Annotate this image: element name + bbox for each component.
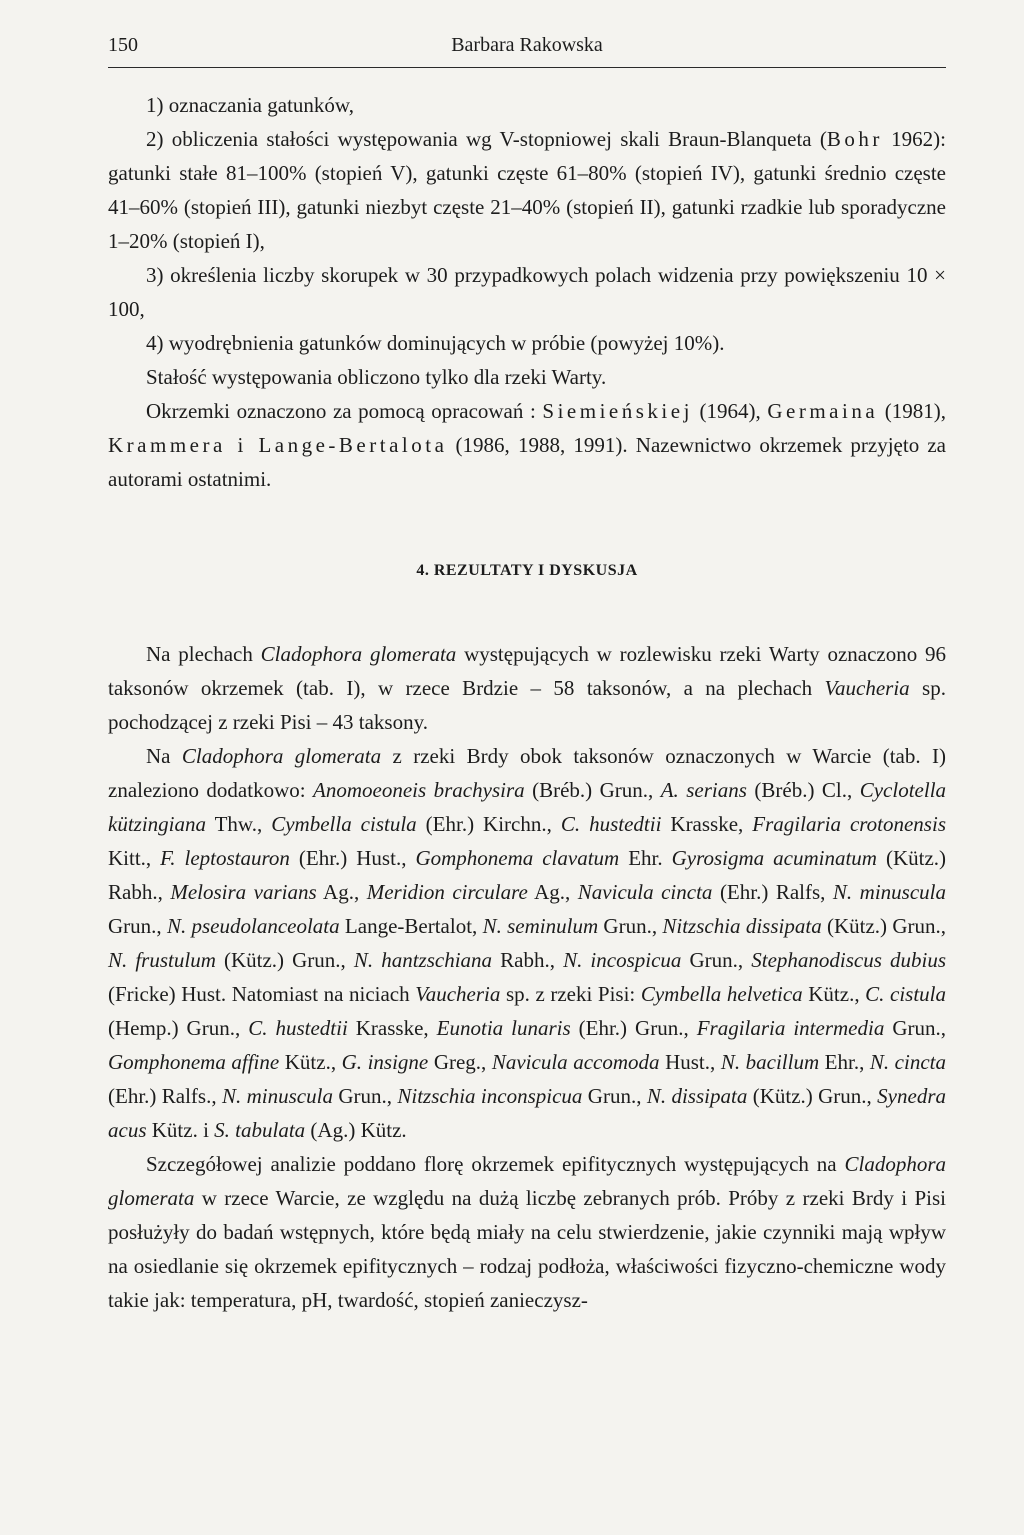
- paragraph: Na plechach Cladophora glomerata występujących w rozlewisku rzeki Warty oznaczono 96 taksonów okrzemek (tab. I), w rzece Brdzie – 58 taksonów, a na plechach Vaucheria sp. pochodzącej z rzeki Pisi – 43 taksony.: [108, 642, 947, 734]
- taxon-name: N. dissipata: [646, 1084, 748, 1108]
- author-name-spaced: Germaina: [767, 399, 879, 423]
- taxon-name: N. hantzschiana: [353, 948, 493, 972]
- paragraph: 2) obliczenia stałości występowania wg V-stopniowej skali Braun-Blanqueta (Bohr 1962): gatunki stałe 81–100% (stopień V), gatunki częste 61–80% (stopień IV), gatunki średnio częste 41–60% (stopień III), gatunki niezbyt częste 21–40% (stopień II), gatunki rzadkie lub sporadyczne 1–20% (stopień I),: [108, 127, 946, 253]
- taxon-name: C. hustedtii: [560, 812, 662, 836]
- taxon-name: Cymbella cistula: [271, 812, 417, 836]
- taxon-name: Fragilaria intermedia: [696, 1016, 885, 1040]
- running-head-author: Barbara Rakowska: [451, 34, 603, 56]
- methods-text: [108, 88, 946, 496]
- taxon-name: Navicula cincta: [577, 880, 713, 904]
- taxon-name: F. leptostauron: [160, 846, 290, 870]
- taxon-name: G. insigne: [341, 1050, 429, 1074]
- taxon-name: Vaucheria: [824, 676, 910, 700]
- taxon-name: Cladophora glomerata: [260, 642, 457, 666]
- taxon-name: Meridion circulare: [366, 880, 528, 904]
- taxon-name: Nitzschia dissipata: [662, 914, 822, 938]
- taxon-name: N. cincta: [869, 1050, 946, 1074]
- taxon-name: Synedra acus: [108, 1084, 946, 1142]
- taxon-name: Cladophora glomerata: [181, 744, 382, 768]
- taxon-name: Cladophora glomerata: [108, 1152, 946, 1210]
- author-name-spaced: Bohr: [826, 127, 883, 151]
- taxon-name: A. serians: [660, 778, 747, 802]
- taxon-name: Vaucheria: [415, 982, 501, 1006]
- taxon-name: N. incospicua: [563, 948, 682, 972]
- taxon-name: N. minuscula: [221, 1084, 333, 1108]
- taxon-name: N. minuscula: [832, 880, 947, 904]
- taxon-name: Cyclotella kützingiana: [108, 778, 947, 836]
- taxon-name: C. hustedtii: [248, 1016, 348, 1040]
- paragraph: Na Cladophora glomerata z rzeki Brdy obok taksonów oznaczonych w Warcie (tab. I) znaleziono dodatkowo: Anomoeoneis brachysira (Bréb.) Grun., A. serians (Bréb.) Cl., Cyclotella kützingiana Thw., Cymbella cistula (Ehr.) Kirchn., C. hustedtii Krasske, Fragilaria crotonensis Kitt., F. leptostauron (Ehr.) Hust., Gomphonema clavatum Ehr. Gyrosigma acuminatum (Kütz.) Rabh., Melosira varians Ag., Meridion circulare Ag., Navicula cincta (Ehr.) Ralfs, N. minuscula Grun., N. pseudolanceolata Lange-Bertalot, N. seminulum Grun., Nitzschia dissipata (Kütz.) Grun., N. frustulum (Kütz.) Grun., N. hantzschiana Rabh., N. incospicua Grun., Stephanodiscus dubius (Fricke) Hust. Natomiast na niciach Vaucheria sp. z rzeki Pisi: Cymbella helvetica Kütz., C. cistula (Hemp.) Grun., C. hustedtii Krasske, Eunotia lunaris (Ehr.) Grun., Fragilaria intermedia Grun., Gomphonema affine Kütz., G. insigne Greg., Navicula accomoda Hust., N. bacillum Ehr., N. cincta (Ehr.) Ralfs., N. minuscula Grun., Nitzschia inconspicua Grun., N. dissipata (Kütz.) Grun., Synedra acus Kütz. i S. tabulata (Ag.) Kütz.: [108, 744, 947, 1142]
- paragraph: Szczegółowej analizie poddano florę okrzemek epifitycznych występujących na Cladophora glomerata w rzece Warcie, ze względu na dużą liczbę zebranych prób. Próby z rzeki Brdy i Pisi posłużyły do badań wstępnych, które będą miały na celu stwierdzenie, jakie czynniki mają wpływ na osiedlanie się okrzemek epifitycznych – rodzaj podłoża, właściwości fizyczno-chemiczne wody takie jak: temperatura, pH, twardość, stopień zanieczysz-: [108, 1152, 946, 1312]
- taxon-name: Gomphonema clavatum: [415, 846, 620, 870]
- taxon-name: Nitzschia inconspicua: [397, 1084, 583, 1108]
- taxon-name: N. seminulum: [482, 914, 599, 938]
- taxon-name: Fragilaria crotonensis: [752, 812, 946, 836]
- taxon-name: Navicula accomoda: [491, 1050, 660, 1074]
- paragraph: Okrzemki oznaczono za pomocą opracowań : Siemieńskiej (1964), Germaina (1981), Krammera i Lange-Bertalota (1986, 1988, 1991). Nazewnictwo okrzemek przyjęto za autorami ostatnimi.: [108, 399, 947, 491]
- taxon-name: N. frustulum: [108, 948, 216, 972]
- taxon-name: Melosira varians: [170, 880, 317, 904]
- taxon-name: Gomphonema affine: [108, 1050, 280, 1074]
- taxon-name: C. cistula: [865, 982, 947, 1006]
- author-name-spaced: Siemieńskiej: [542, 399, 693, 423]
- results-text: [108, 637, 946, 1317]
- paragraph: 4) wyodrębnienia gatunków dominujących w próbie (powyżej 10%).: [146, 331, 725, 355]
- taxon-name: Eunotia lunaris: [436, 1016, 571, 1040]
- header-rule: [108, 67, 946, 68]
- taxon-name: N. pseudolanceolata: [166, 914, 340, 938]
- taxon-name: Stephanodiscus dubius: [751, 948, 947, 972]
- paragraph: 3) określenia liczby skorupek w 30 przypadkowych polach widzenia przy powiększeniu 10 × 100,: [108, 263, 946, 321]
- taxon-name: Gyrosigma acuminatum: [671, 846, 877, 870]
- running-header: [108, 34, 946, 64]
- section-heading: 4. REZULTATY I DYSKUSJA: [416, 562, 638, 579]
- taxon-name: S. tabulata: [214, 1118, 306, 1142]
- paragraph: Stałość występowania obliczono tylko dla rzeki Warty.: [146, 365, 607, 389]
- page-number: 150: [108, 34, 138, 56]
- author-name-spaced: Krammera i Lange-Bertalota: [108, 433, 448, 457]
- paragraph: 1) oznaczania gatunków,: [146, 93, 354, 117]
- taxon-name: N. bacillum: [720, 1050, 820, 1074]
- taxon-name: Cymbella helvetica: [640, 982, 803, 1006]
- taxon-name: Anomoeoneis brachysira: [313, 778, 525, 802]
